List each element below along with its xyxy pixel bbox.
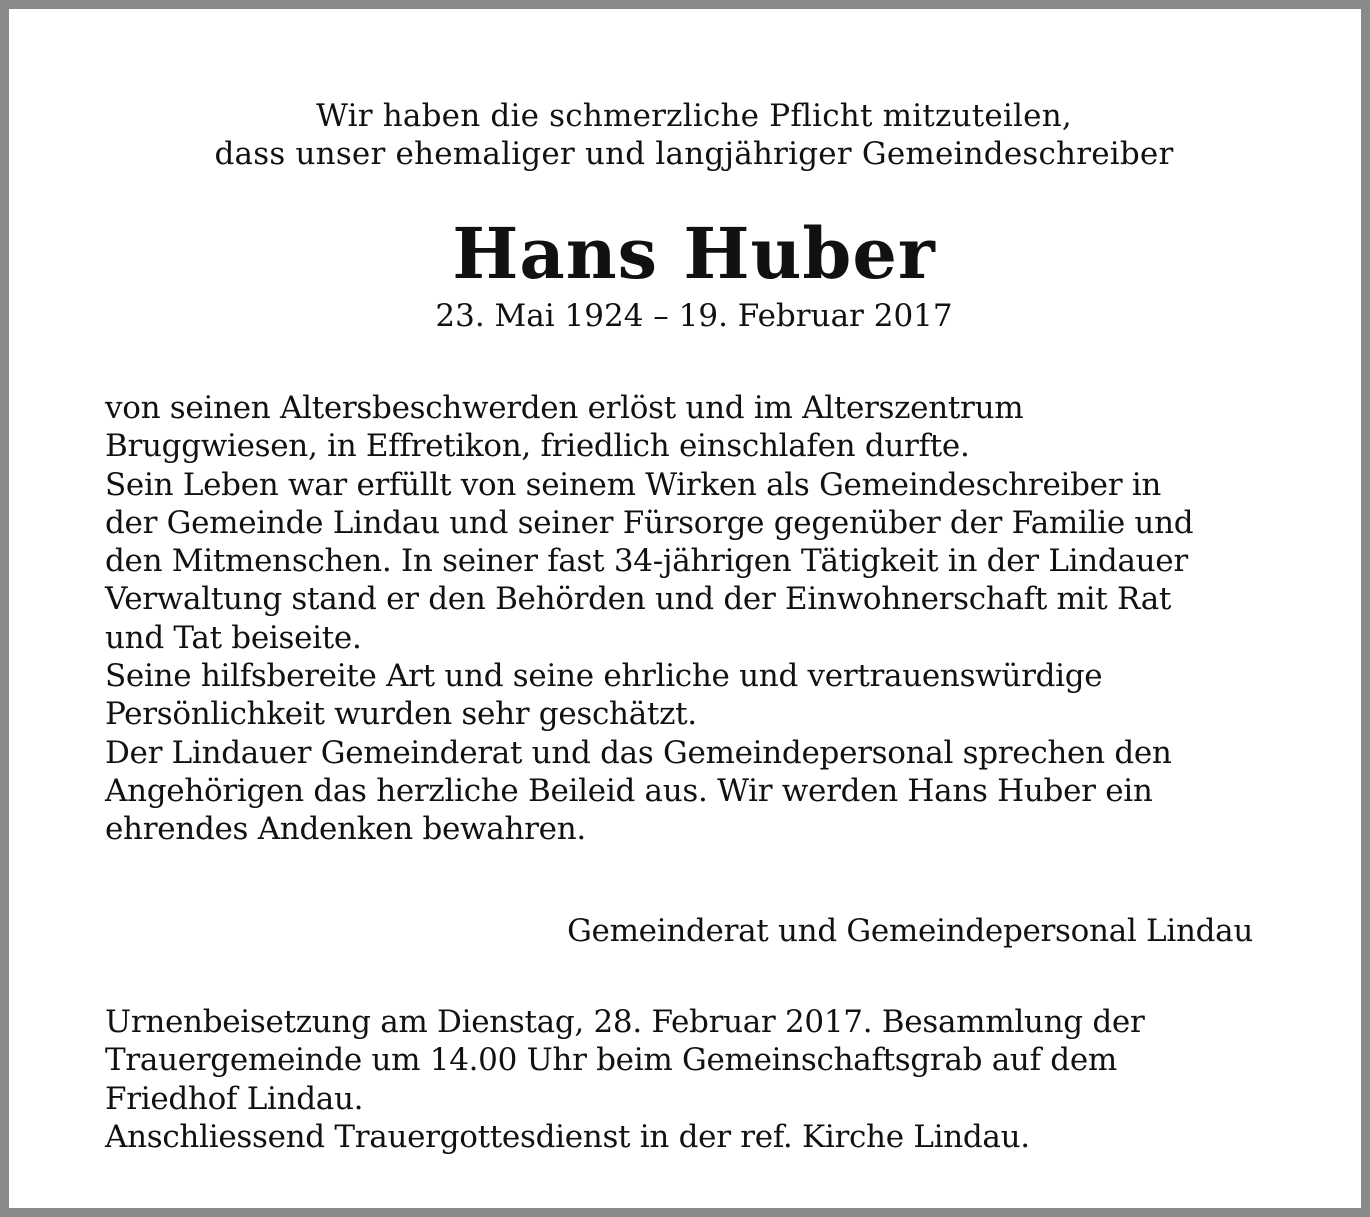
- body-line: von seinen Altersbeschwerden erlöst und im Alterszentrum: [105, 390, 1024, 426]
- body-line: Verwaltung stand er den Behörden und der Einwohnerschaft mit Rat: [105, 581, 1172, 618]
- funeral-info: [105, 1003, 1305, 1156]
- funeral-line: Urnenbeisetzung am Dienstag, 28. Februar 2017. Besammlung der: [105, 1004, 1145, 1040]
- funeral-line: Anschliessend Trauergottesdienst in der ref. Kirche Lindau.: [105, 1118, 1030, 1155]
- body-line: Persönlichkeit wurden sehr geschätzt.: [105, 696, 697, 733]
- obituary-body: [105, 389, 1305, 849]
- body-line: den Mitmenschen. In seiner fast 34-jährigen Tätigkeit in der Lindauer: [105, 543, 1188, 580]
- body-line: Bruggwiesen, in Effretikon, friedlich einschlafen durfte.: [105, 428, 970, 465]
- body-line: ehrendes Andenken bewahren.: [105, 811, 586, 848]
- body-line: der Gemeinde Lindau und seiner Fürsorge gegenüber der Familie und: [105, 504, 1194, 541]
- body-line: Seine hilfsbereite Art und seine ehrliche und vertrauenswürdige: [105, 658, 1103, 695]
- life-dates: 23. Mai 1924 – 19. Februar 2017: [435, 298, 953, 334]
- body-line: Angehörigen das herzliche Beileid aus. Wir werden Hans Huber ein: [105, 772, 1153, 809]
- funeral-line: Trauergemeinde um 14.00 Uhr beim Gemeinschaftsgrab auf dem: [105, 1042, 1117, 1079]
- body-line: und Tat beiseite.: [105, 619, 362, 656]
- intro-line: Wir haben die schmerzliche Pflicht mitzuteilen,: [316, 98, 1072, 134]
- intro-line: dass unser ehemaliger und langjähriger Gemeindeschreiber: [214, 136, 1174, 172]
- body-line: Der Lindauer Gemeinderat und das Gemeindepersonal sprechen den: [105, 734, 1172, 771]
- body-line: Sein Leben war erfüllt von seinem Wirken als Gemeindeschreiber in: [105, 466, 1162, 503]
- deceased-name: Hans Huber: [452, 212, 936, 295]
- intro-text: [9, 97, 1370, 173]
- signature: Gemeinderat und Gemeindepersonal Lindau: [567, 913, 1253, 949]
- funeral-line: Friedhof Lindau.: [105, 1080, 364, 1117]
